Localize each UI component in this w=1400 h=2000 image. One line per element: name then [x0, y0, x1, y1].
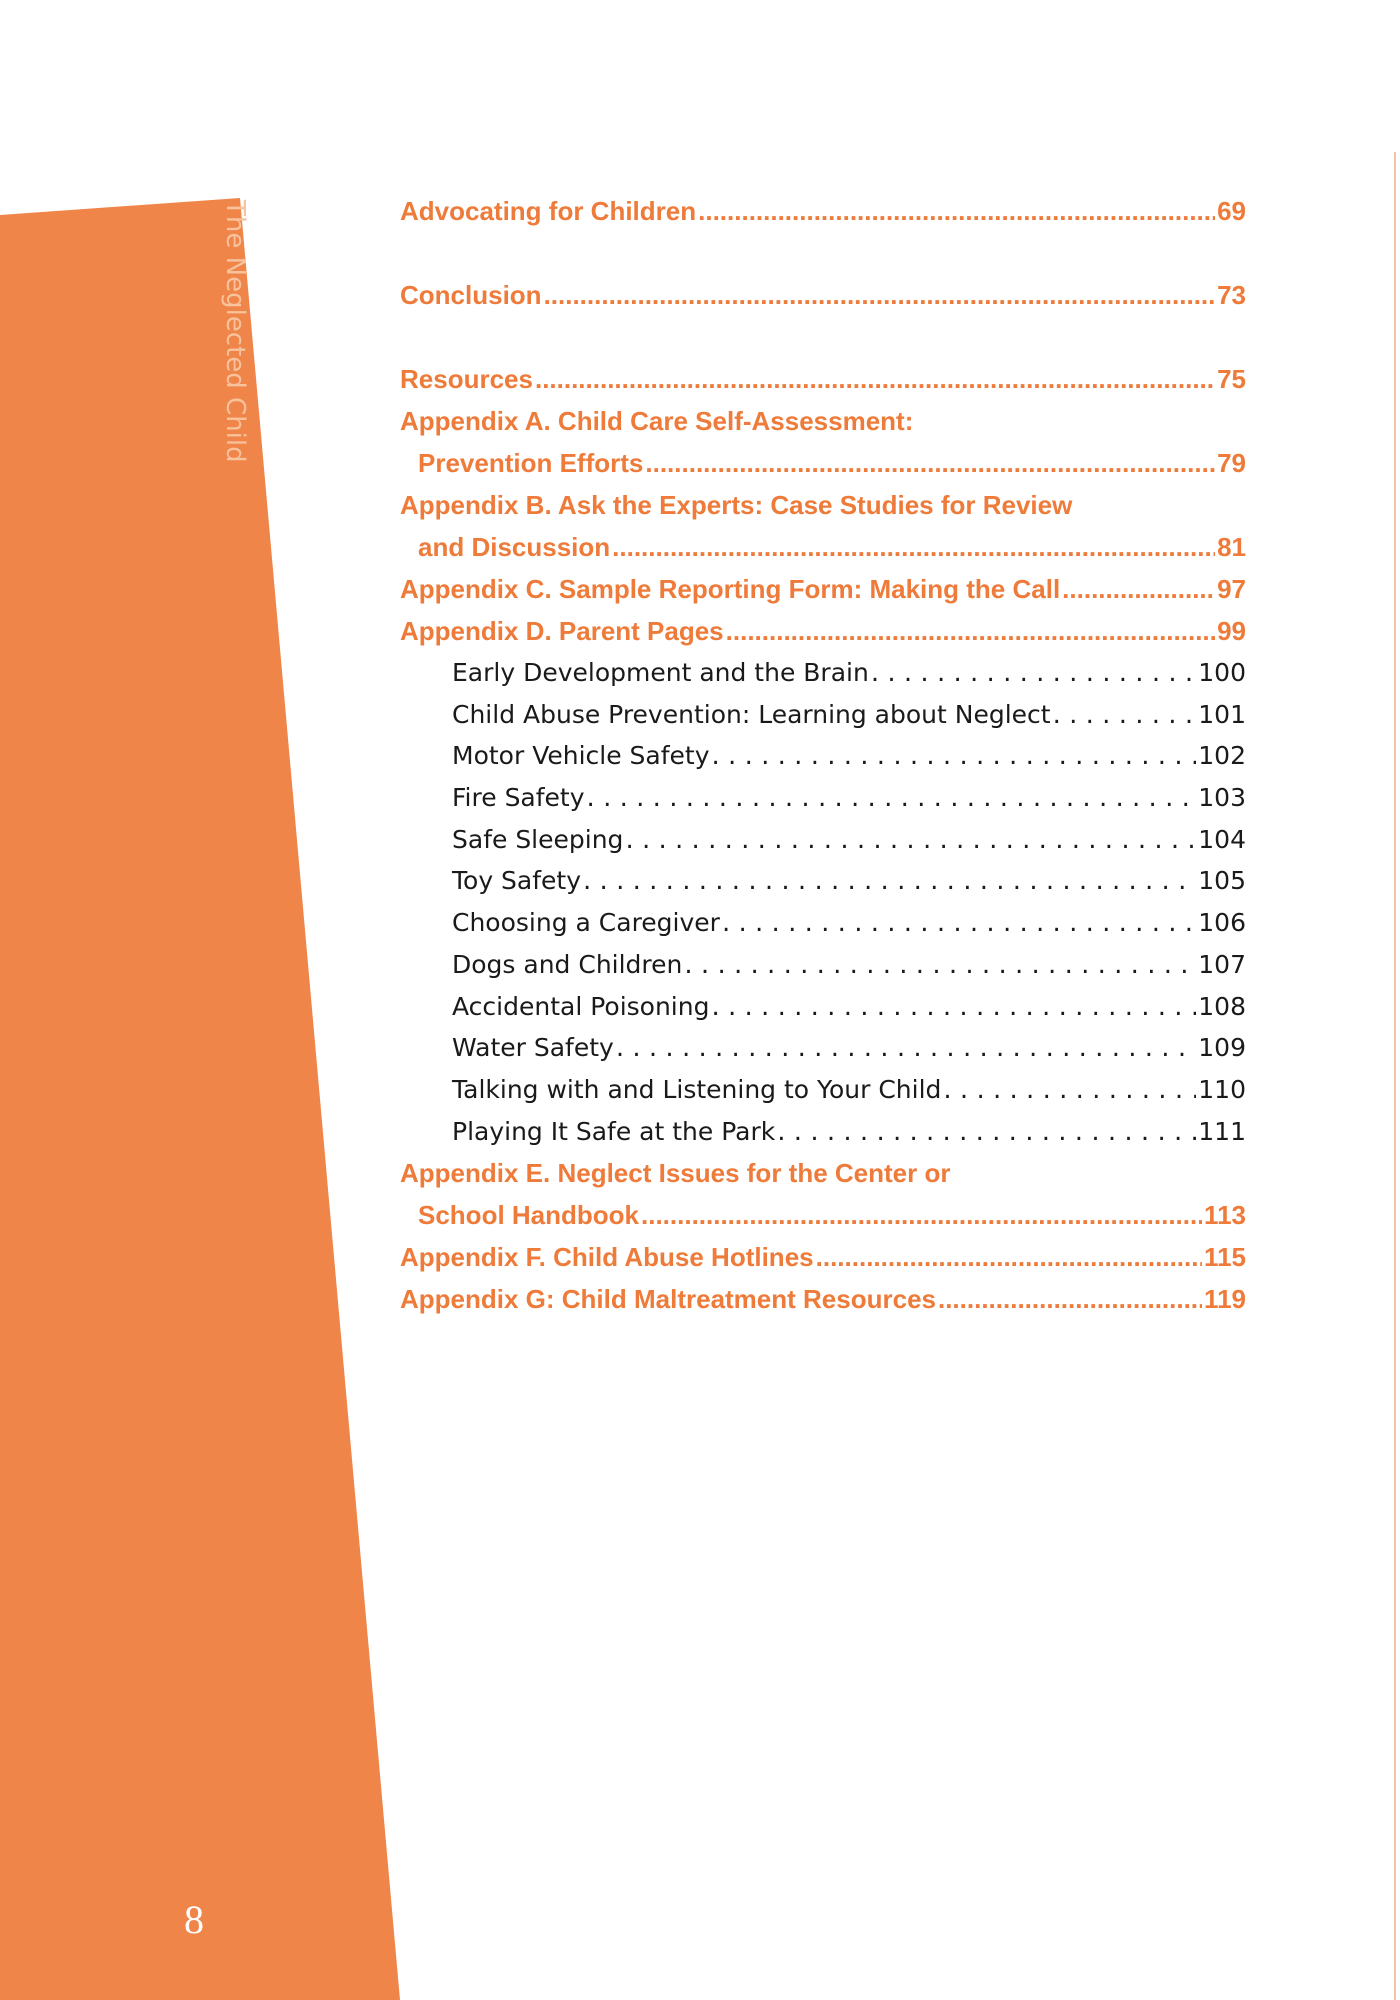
toc-subentry-label: Fire Safety	[452, 783, 585, 813]
toc-subentry-page: 110	[1198, 1074, 1246, 1104]
toc-entry-appendix-c[interactable]	[400, 568, 1246, 610]
dot-leader	[583, 861, 1196, 903]
dot-leader	[587, 778, 1197, 820]
dot-leader	[1053, 695, 1197, 737]
toc-entry-label: Appendix F. Child Abuse Hotlines	[400, 1242, 814, 1273]
toc-subentry-page: 104	[1198, 824, 1246, 854]
toc-entry-label: Prevention Efforts	[418, 448, 644, 478]
dot-leader	[544, 274, 1216, 316]
toc-subentry-label: Talking with and Listening to Your Child	[452, 1074, 942, 1104]
toc-entry-label: Resources	[400, 364, 533, 394]
toc-subentry[interactable]	[400, 1027, 1246, 1069]
toc-subentry-page: 101	[1198, 699, 1246, 729]
toc-entry-page: 119	[1204, 1284, 1246, 1315]
toc-entry-label: Appendix D. Parent Pages	[400, 616, 724, 646]
toc-subentry-label: Motor Vehicle Safety	[452, 741, 710, 771]
toc-entry-appendix-a[interactable]	[400, 442, 1246, 484]
dot-leader	[871, 653, 1196, 695]
toc-entry-resources[interactable]	[400, 358, 1246, 400]
toc-subentry[interactable]	[400, 860, 1246, 902]
toc-subentry-label: Accidental Poisoning	[452, 991, 710, 1021]
toc-entry-page: 75	[1217, 364, 1246, 394]
toc-subentry-page: 105	[1198, 866, 1246, 896]
toc-entry-appendix-g[interactable]	[400, 1278, 1246, 1320]
toc-subentry-page: 106	[1198, 908, 1246, 938]
dot-leader	[816, 1236, 1202, 1278]
dot-leader	[612, 526, 1215, 568]
dot-leader	[777, 1112, 1196, 1154]
toc-entry-page: 69	[1217, 196, 1246, 226]
toc-subentry-page: 111	[1198, 1116, 1246, 1146]
toc-subentry-page: 100	[1198, 658, 1246, 687]
dot-leader	[938, 1278, 1202, 1320]
toc-subentry[interactable]	[400, 652, 1246, 694]
toc-entry-appendix-e[interactable]	[400, 1194, 1246, 1236]
page-edge-rule	[1394, 152, 1396, 2000]
dot-leader	[726, 610, 1215, 652]
toc-subentry[interactable]	[400, 902, 1246, 944]
dot-leader	[616, 1028, 1196, 1070]
toc-subentry[interactable]	[400, 819, 1246, 861]
dot-leader	[641, 1194, 1202, 1236]
toc-subentry-label: Water Safety	[452, 1033, 614, 1063]
page-number: 8	[184, 1897, 204, 1942]
toc-subentry-page: 103	[1198, 783, 1246, 813]
toc-subentry[interactable]	[400, 944, 1246, 986]
toc-entry-label: and Discussion	[418, 532, 611, 562]
toc-subentry[interactable]	[400, 1111, 1246, 1153]
toc-entry-page: 81	[1217, 532, 1246, 562]
dot-leader	[712, 736, 1197, 778]
dot-leader	[535, 358, 1215, 400]
toc-entry-page: 97	[1217, 574, 1246, 604]
dot-leader	[645, 442, 1215, 484]
toc-entry-page: 99	[1217, 616, 1246, 646]
toc-subentry-label: Child Abuse Prevention: Learning about Neglect	[452, 699, 1051, 729]
toc-entry-appendix-d[interactable]	[400, 610, 1246, 652]
toc-subentry-page: 108	[1198, 991, 1246, 1021]
toc-entry-appendix-a-title[interactable]: Appendix A. Child Care Self-Assessment:	[400, 406, 914, 436]
toc-entry-page: 115	[1204, 1242, 1246, 1273]
toc-subentry-label: Dogs and Children	[452, 949, 683, 979]
dot-leader	[684, 945, 1196, 987]
toc-entry-page: 79	[1217, 448, 1246, 478]
dot-leader	[625, 820, 1196, 862]
toc-entry-conclusion[interactable]	[400, 274, 1246, 316]
dot-leader	[698, 190, 1215, 232]
toc-subentry-label: Early Development and the Brain	[452, 658, 869, 687]
toc-subentry-label: Safe Sleeping	[452, 824, 624, 854]
dot-leader	[1062, 568, 1215, 610]
toc-entry-label: School Handbook	[418, 1200, 639, 1231]
toc-subentry[interactable]	[400, 986, 1246, 1028]
toc-subentry-label: Choosing a Caregiver	[452, 908, 720, 938]
table-of-contents	[400, 190, 1246, 1320]
toc-subentry[interactable]	[400, 777, 1246, 819]
toc-entry-page: 113	[1204, 1200, 1246, 1231]
toc-subentry[interactable]	[400, 1069, 1246, 1111]
toc-subentry-label: Playing It Safe at the Park	[452, 1116, 776, 1146]
dot-leader	[943, 1070, 1196, 1112]
toc-entry-advocating[interactable]	[400, 190, 1246, 232]
dot-leader	[711, 987, 1196, 1029]
dot-leader	[722, 903, 1196, 945]
toc-subentry-label: Toy Safety	[452, 866, 582, 896]
toc-entry-label: Advocating for Children	[400, 196, 697, 226]
toc-subentry-page: 102	[1198, 741, 1246, 771]
toc-entry-appendix-b[interactable]	[400, 526, 1246, 568]
toc-subentry-page: 109	[1198, 1033, 1246, 1063]
toc-entry-appendix-f[interactable]	[400, 1236, 1246, 1278]
parent-pages-list	[400, 652, 1246, 1152]
toc-entry-appendix-e-title[interactable]: Appendix E. Neglect Issues for the Center or	[400, 1158, 951, 1189]
toc-entry-label: Appendix C. Sample Reporting Form: Making the Call	[400, 574, 1061, 604]
toc-entry-label: Conclusion	[400, 280, 542, 310]
toc-entry-page: 73	[1217, 280, 1246, 310]
running-head: The Neglected Child	[220, 200, 250, 463]
toc-subentry[interactable]	[400, 735, 1246, 777]
toc-entry-label: Appendix G: Child Maltreatment Resources	[400, 1284, 936, 1315]
toc-subentry-page: 107	[1198, 949, 1246, 979]
toc-subentry[interactable]	[400, 694, 1246, 736]
toc-entry-appendix-b-title[interactable]: Appendix B. Ask the Experts: Case Studies for Review	[400, 490, 1073, 520]
